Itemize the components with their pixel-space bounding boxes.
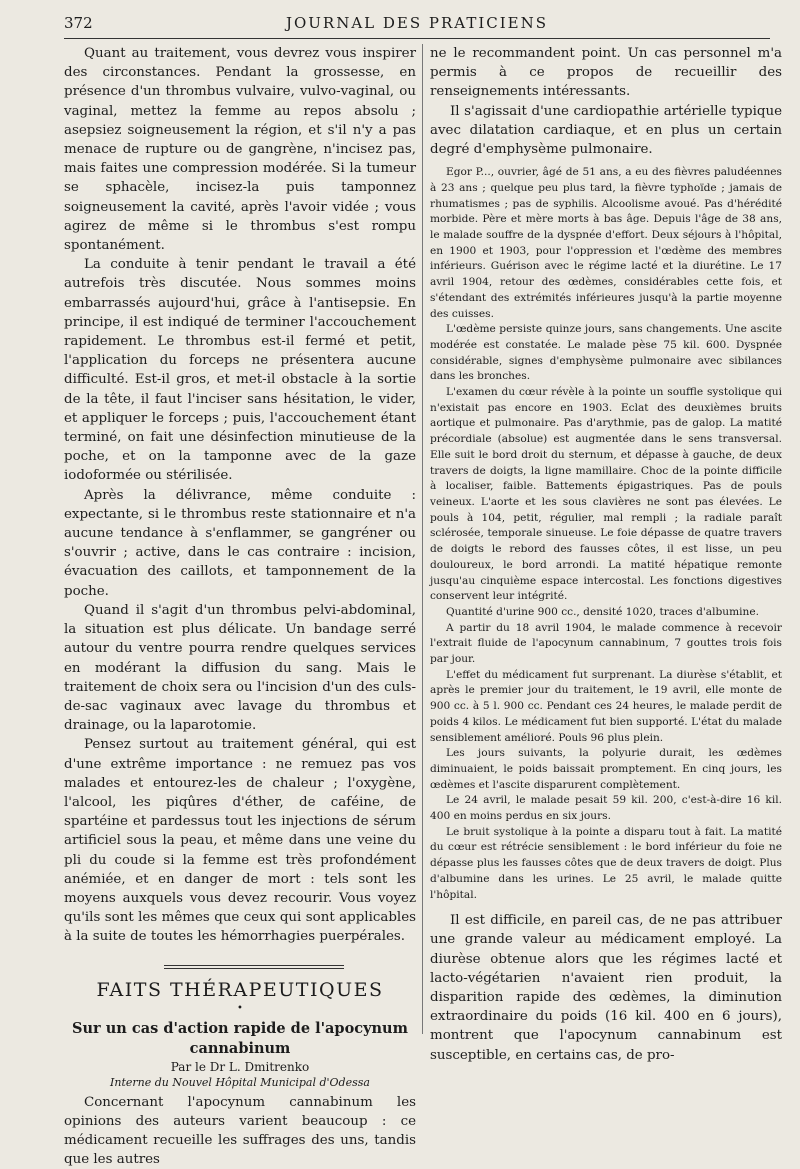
paragraph: Après la délivrance, même conduite : expectante, si le thrombus reste stationnaire et n'a aucune tendance à s'enflammer, se gangréner ou s'ouvrir ; active, dans le cas contraire : incision, évacuation des caillots, et tamponnement de la poche.	[64, 487, 416, 599]
article-affiliation: Interne du Nouvel Hôpital Municipal d'Odessa	[110, 1075, 370, 1089]
case-detail: L'examen du cœur révèle à la pointe un souffle systolique qui n'existait pas encore en 1903. Eclat des deuxièmes bruits aortique et pulmonaire. Pas d'arythmie, pas de galop. La matité précordiale (absolue) est augmentée dans le sens transversal. Elle suit le bord droit du sternum, et dépasse à gauche, de deux travers de doigts, la ligne mamillaire. Choc de la pointe difficile à localiser, faible. Battements épigastriques. Pas de pouls veineux. L'aorte et les sous clavières ne sont pas élevées. Le pouls à 104, petit, régulier, mal rempli ; la radiale paraît sclérosée, temporale sinueuse. Le foie dépasse de quatre travers de doigts le rebord des fausses côtes, il est lisse, un peu douloureux, le bord arrondi. La matité hépatique remonte jusqu'au cinquième espace intercostal. Les fonctions digestives conservent leur intégrité.	[430, 386, 782, 603]
case-detail: Quantité d'urine 900 cc., densité 1020, traces d'albumine.	[446, 605, 759, 618]
case-intro: Il s'agissait d'une cardiopathie artérielle typique avec dilatation cardiaque, et en plus un certain degré d'emphysème pulmonaire.	[430, 103, 782, 158]
case-detail: A partir du 18 avril 1904, le malade commence à recevoir l'extrait fluide de l'apocynum cannabinum, 7 gouttes trois fois par jour.	[430, 621, 782, 666]
article-title: Sur un cas d'action rapide de l'apocynum cannabinum	[72, 1019, 408, 1057]
paragraph: Quand il s'agit d'un thrombus pelvi-abdominal, la situation est plus délicate. Un bandage serré autour du ventre pourra rendre quelques services en modérant la diffusion du sang. Mais le traitement de choix sera ou l'incision d'un des culs-de-sac vaginaux avec lavage du thrombus et drainage, ou la laparotomie.	[64, 602, 416, 734]
case-detail: Les jours suivants, la polyurie durait, les œdèmes diminuaient, le poids baissait promptement. En cinq jours, les œdèmes et l'ascite disparurent complètement.	[430, 747, 782, 791]
conclusion: Il est difficile, en pareil cas, de ne pas attribuer une grande valeur au médicament employé. La diurèse obtenue alors que les régimes lacté et lacto-végétarien n'avaient rien produit, la disparition rapide des œdèmes, la diminution extraordinaire du poids (16 kil. 400 en 6 jours), montrent que l'apocynum cannabinum est susceptible, en certains cas, de pro-	[430, 913, 782, 1063]
ornament-dot: •	[237, 1002, 243, 1014]
page-header	[64, 10, 770, 39]
case-detail: Egor P..., ouvrier, âgé de 51 ans, a eu des fièvres paludéennes à 23 ans ; quelque peu plus tard, la fièvre typhoïde ; jamais de rhumatismes ; pas de syphilis. Alcoolisme avoué. Pas d'hérédité morbide. Père et mère morts à bas âge. Depuis l'âge de 38 ans, le malade souffre de la dyspnée d'effort. Deux séjours à l'hôpital, en 1900 et 1903, pour l'oppression et l'œdème des membres inférieurs. Guérison avec le régime lacté et la diurétine. Le 17 avril 1904, retour des œdèmes, considérables cette fois, et s'étendant des extrémités inférieures jusqu'à la partie moyenne des cuisses.	[430, 166, 782, 320]
section-rule	[164, 965, 344, 969]
section-heading: FAITS THÉRAPEUTIQUES	[96, 978, 384, 1001]
journal-title: JOURNAL DES PRATICIENS	[285, 14, 549, 32]
case-detail: Le 24 avril, le malade pesait 59 kil. 200, c'est-à-dire 16 kil. 400 en moins perdus en six jours.	[430, 794, 782, 823]
case-detail: L'effet du médicament fut surprenant. La diurèse s'établit, et après le premier jour du traitement, le 19 avril, elle monte de 900 cc. à 5 l. 900 cc. Pendant ces 24 heures, le malade perdit de poids 4 kilos. Le médicament fut bien supporté. L'état du malade sensiblement amélioré. Pouls 96 plus plein.	[430, 668, 782, 744]
right-column	[430, 44, 782, 1065]
intro-continued: ne le recommandent point. Un cas personnel m'a permis à ce propos de recueillir des renseignements intéressants.	[430, 46, 782, 100]
article-byline: Par le Dr L. Dmitrenko	[170, 1059, 310, 1074]
paragraph: Quant au traitement, vous devrez vous inspirer des circonstances. Pendant la grossesse, en présence d'un thrombus vulvaire, vulvo-vaginal, ou vaginal, mettez la femme au repos absolu ; asepsiez soigneusement la région, et s'il n'y a pas menace de rupture ou de gangrène, n'incisez pas, mais faites une compression modérée. Si la tumeur se sphacèle, incisez-la puis tamponnez soigneusement la cavité, après l'avoir vidée ; vous agirez de même si le thrombus s'est rompu spontanément.	[64, 46, 416, 254]
paragraph: Pensez surtout au traitement général, qui est d'une extrême importance : ne remuez pas vos malades et entourez-les de chaleur ; l'oxygène, l'alcool, les piqûres d'éther, de caféine, de spartéine et pardessus tout les injections de sérum artificiel sous la peau, et même dans une veine du pli du coude si la femme est très profondément anémiée, et en danger de mort : tels sont les moyens auxquels vous devez recourir. Vous voyez qu'ils sont les mêmes que ceux qui sont applicables à la suite de toutes les hémorrhagies puerpérales.	[64, 737, 416, 945]
column-separator	[422, 44, 423, 1034]
case-detail: Le bruit systolique à la pointe a disparu tout à fait. La matité du cœur est rétrécie sensiblement : le bord inférieur du foie ne dépasse plus les fausses côtes que de deux travers de doigt. Plus d'albumine dans les urines. Le 25 avril, le malade quitte l'hôpital.	[430, 825, 782, 901]
left-column	[64, 44, 416, 1169]
case-detail: L'œdème persiste quinze jours, sans changements. Une ascite modérée est constatée. Le malade pèse 75 kil. 600. Dyspnée considérable, signes d'emphysème pulmonaire avec sibilances dans les bronches.	[430, 323, 782, 383]
article-intro: Concernant l'apocynum cannabinum les opinions des auteurs varient beaucoup : ce médicament recueille les suffrages des uns, tandis que les autres	[64, 1094, 416, 1168]
paragraph: La conduite à tenir pendant le travail a été autrefois très discutée. Nous sommes moins embarrassés aujourd'hui, grâce à l'antisepsie. En principe, il est indiqué de terminer l'accouchement rapidement. Le thrombus est-il fermé et petit, l'application du forceps ne présentera aucune difficulté. Est-il gros, et met-il obstacle à la sortie de la tête, il faut l'inciser sans hésitation, le vider, et appliquer le forceps ; puis, l'accouchement étant terminé, on fait une désinfection minutieuse de la poche, et on la tamponne avec de la gaze iodoformée ou stérilisée.	[64, 257, 416, 484]
page-number: 372	[64, 14, 93, 32]
